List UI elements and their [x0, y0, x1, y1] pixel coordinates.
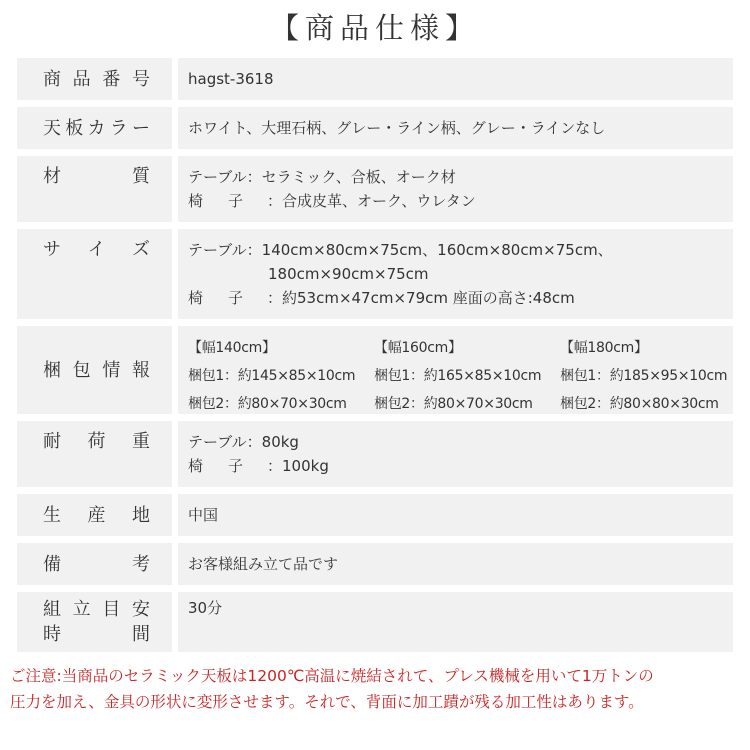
spec-label-size: サ イ ズ — [17, 229, 172, 319]
spec-row-origin — [17, 494, 733, 536]
spec-label-material: 材 質 — [17, 156, 172, 222]
spec-value-product-number: hagst-3618 — [178, 58, 733, 100]
spec-value-assembly-time: 30分 — [178, 592, 733, 652]
spec-value-material: テーブル：セラミック、合板、オーク材 椅 子 ：合成皮革、オーク、ウレタン — [178, 156, 733, 222]
spec-label-assembly-time: 組 立 目 安 時 間 — [17, 592, 172, 652]
spec-row-product-number — [17, 58, 733, 100]
spec-row-assembly-time — [17, 592, 733, 652]
caution-note-line-2: 圧力を加え、金具の形状に変形させます。それで、背面に加工蹟が残る加工性はあります。 — [10, 693, 644, 711]
spec-label-remarks: 備 考 — [17, 543, 172, 585]
packing-column-160: 【幅160cm】 梱包1：約165×85×10cm 梱包2：約80×70×30cm — [374, 340, 542, 412]
spec-value-packing — [178, 326, 733, 414]
spec-row-size — [17, 229, 733, 319]
spec-label-packing: 梱 包 情 報 — [17, 326, 172, 414]
packing-column-180: 【幅180cm】 梱包1：約185×95×10cm 梱包2：約80×80×30cm — [560, 340, 728, 412]
spec-value-top-color: ホワイト、大理石柄、グレー・ライン柄、グレー・ラインなし — [178, 107, 733, 149]
spec-row-remarks — [17, 543, 733, 585]
spec-row-load-capacity — [17, 421, 733, 487]
spec-label-top-color: 天 板 カ ラ ー — [17, 107, 172, 149]
spec-label-origin: 生 産 地 — [17, 494, 172, 536]
spec-label-load-capacity: 耐 荷 重 — [17, 421, 172, 487]
spec-value-remarks: お客様組み立て品です — [178, 543, 733, 585]
caution-note-line-1: ご注意:当商品のセラミック天板は1200℃高温に焼結されて、プレス機械を用いて1万トンの — [10, 667, 654, 685]
caution-note — [10, 663, 745, 715]
packing-column-140: 【幅140cm】 梱包1：約145×85×10cm 梱包2：約80×70×30cm — [188, 340, 356, 412]
page-title: 【商品仕様】 — [269, 11, 480, 45]
spec-row-material — [17, 156, 733, 222]
spec-row-packing — [17, 326, 733, 414]
spec-value-size: テーブル：140cm×80cm×75cm、160cm×80cm×75cm、 180cm×90cm×75cm 椅 子 ：約53cm×47cm×79cm 座面の高さ:48cm — [178, 229, 733, 319]
spec-label-product-number: 商 品 番 号 — [17, 58, 172, 100]
spec-row-top-color — [17, 107, 733, 149]
spec-value-load-capacity: テーブル：80kg 椅 子 ：100kg — [178, 421, 733, 487]
spec-value-origin: 中国 — [178, 494, 733, 536]
